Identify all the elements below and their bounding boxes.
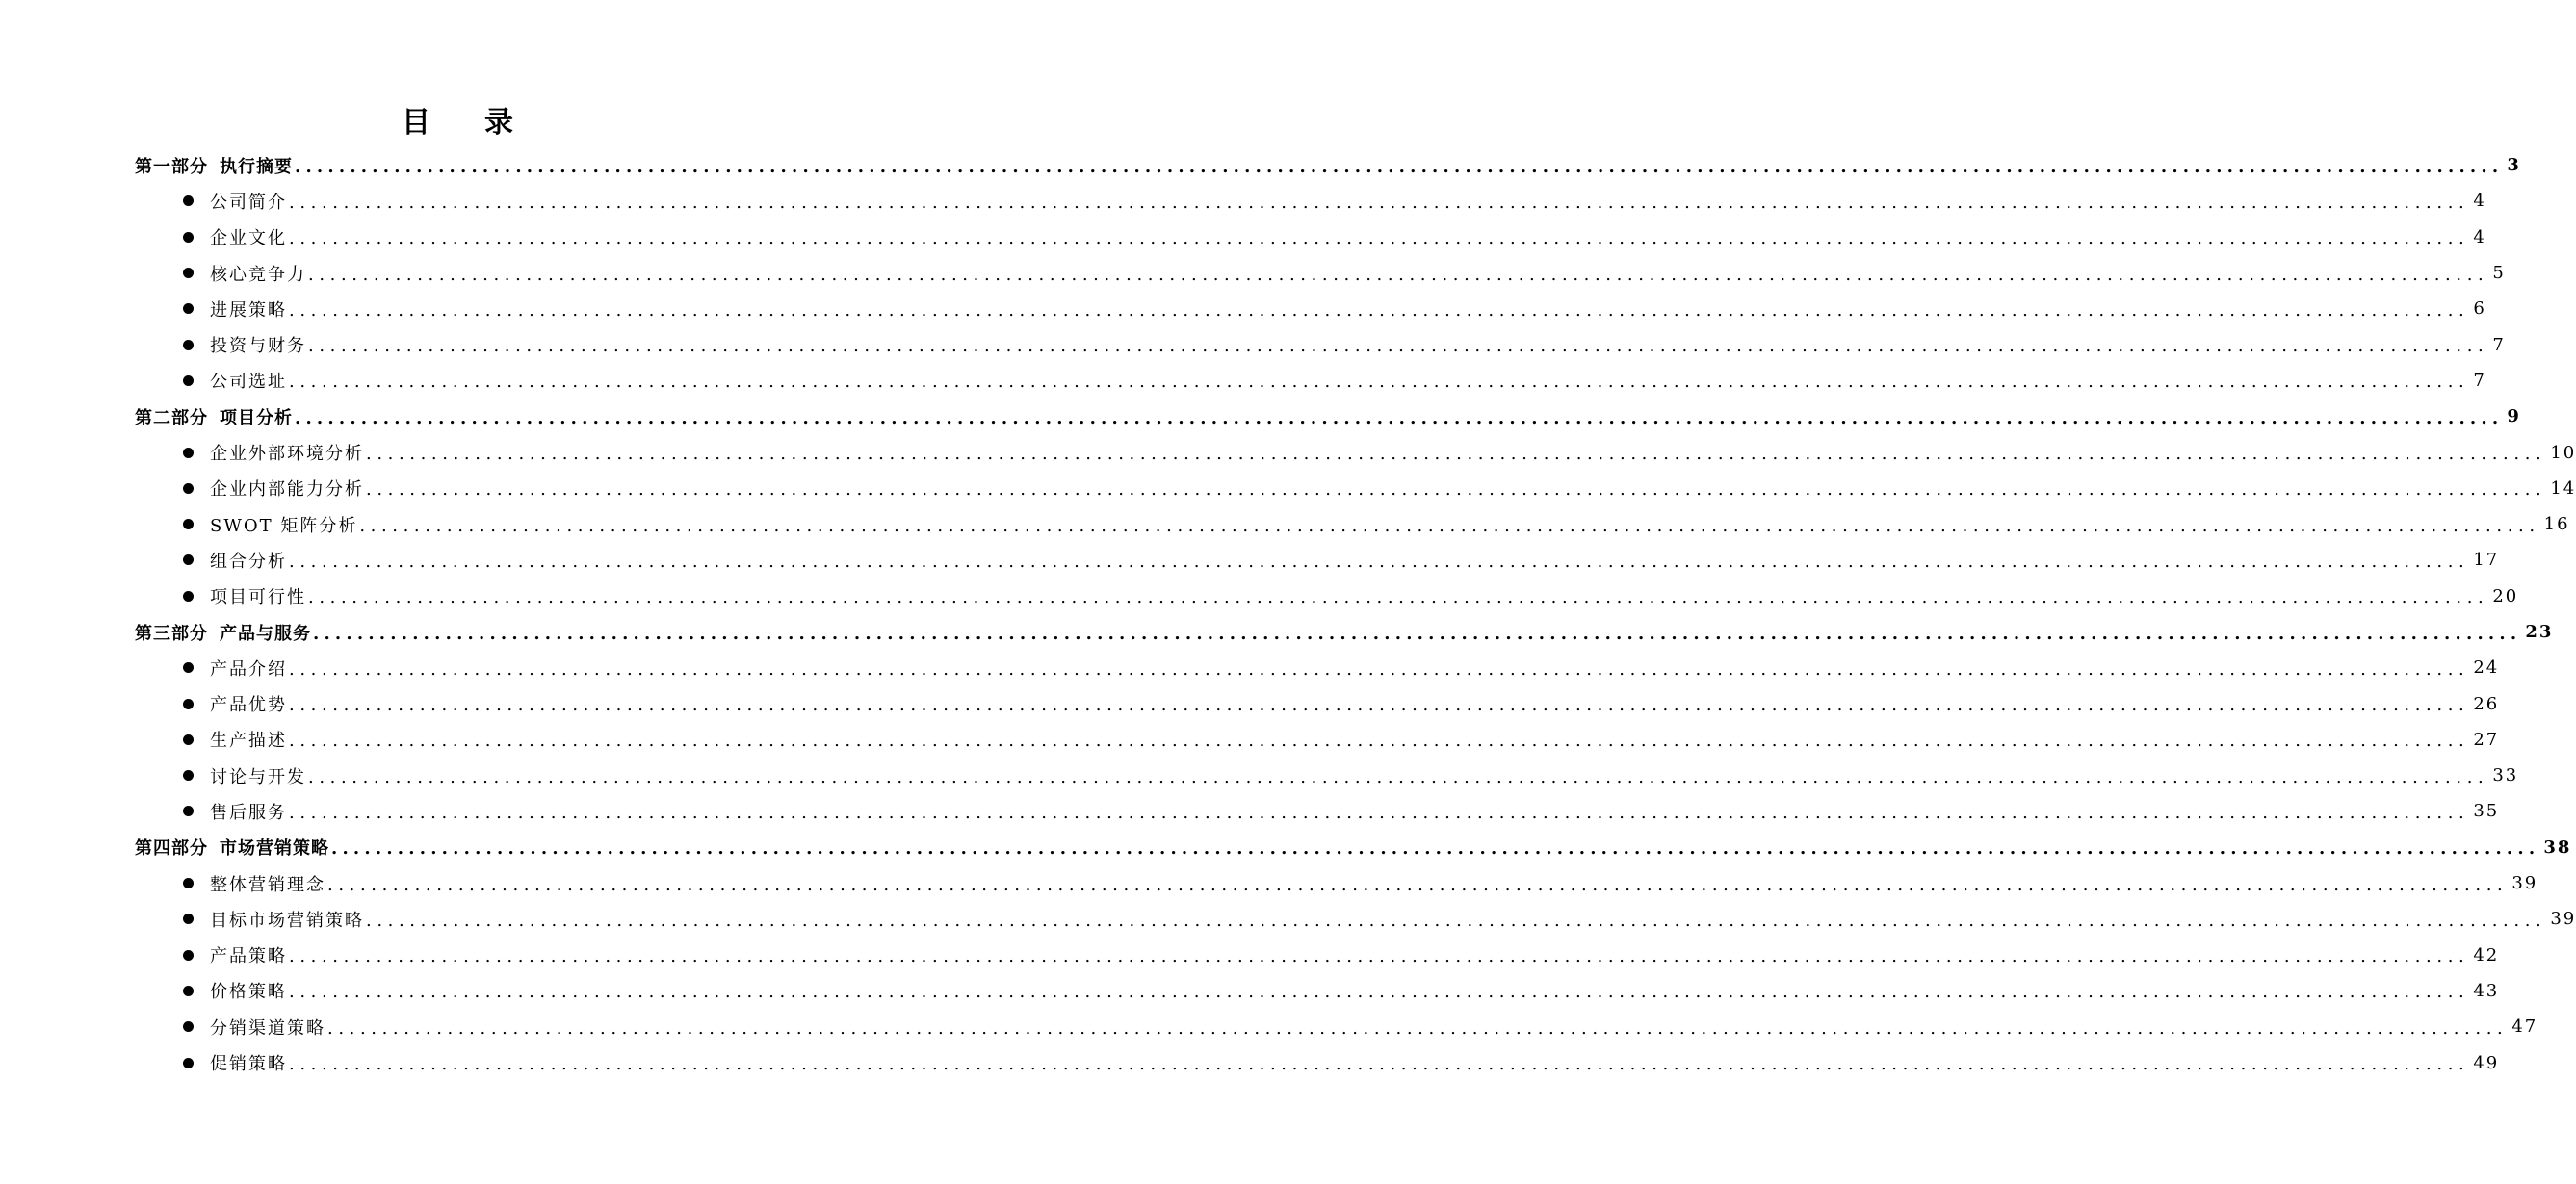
toc-item-row[interactable] bbox=[135, 542, 2500, 578]
toc-item-label: 分销渠道策略 bbox=[210, 1017, 325, 1039]
toc-item-row[interactable] bbox=[135, 865, 2538, 901]
toc-section-title: 市场营销策略 bbox=[220, 838, 329, 860]
toc-title-right: 录 bbox=[484, 106, 513, 140]
toc-item-row[interactable] bbox=[135, 255, 2506, 291]
toc-section-prefix: 第三部分 bbox=[135, 623, 208, 644]
dot-leader: ........................................................................................................................................................................................................ bbox=[289, 695, 2470, 716]
dot-leader: ........................................................................................................................................................................................................ bbox=[308, 336, 2489, 357]
dot-leader: ........................................................................................................................................................................................................ bbox=[331, 838, 2540, 860]
toc-item-row[interactable] bbox=[135, 722, 2500, 758]
bullet-icon bbox=[183, 303, 194, 314]
dot-leader: ........................................................................................................................................................................................................ bbox=[289, 658, 2470, 680]
dot-leader: ........................................................................................................................................................................................................ bbox=[327, 874, 2509, 895]
toc-section-row[interactable] bbox=[135, 399, 2521, 434]
toc-page-number: 39 bbox=[2511, 873, 2538, 894]
dot-leader: ........................................................................................................................................................................................................ bbox=[366, 479, 2547, 501]
toc-page-number: 7 bbox=[2473, 370, 2486, 391]
dot-leader: ........................................................................................................................................................................................................ bbox=[289, 802, 2470, 823]
toc-section-label bbox=[135, 620, 311, 645]
toc-item-row[interactable] bbox=[135, 326, 2506, 362]
toc-section-prefix: 第二部分 bbox=[135, 407, 208, 428]
dot-leader: ........................................................................................................................................................................................................ bbox=[289, 299, 2470, 321]
toc-item-row[interactable] bbox=[135, 363, 2486, 399]
toc-item-label: 核心竞争力 bbox=[210, 264, 306, 285]
toc-page-number: 9 bbox=[2507, 406, 2521, 427]
toc-item-row[interactable] bbox=[135, 434, 2576, 470]
toc-page-number: 24 bbox=[2473, 657, 2500, 679]
toc-item-label: 生产描述 bbox=[210, 731, 287, 752]
toc-item-row[interactable] bbox=[135, 793, 2500, 829]
toc-item-row[interactable] bbox=[135, 901, 2576, 937]
dot-leader: ........................................................................................................................................................................................................ bbox=[295, 156, 2504, 177]
toc-section-label bbox=[135, 404, 293, 429]
bullet-icon bbox=[183, 914, 194, 924]
toc-page-number: 14 bbox=[2550, 477, 2576, 499]
toc-item-label: 整体营销理念 bbox=[210, 874, 325, 895]
toc-page-number: 20 bbox=[2492, 585, 2519, 606]
toc-item-label: 讨论与开发 bbox=[210, 766, 306, 787]
dot-leader: ........................................................................................................................................................................................................ bbox=[289, 228, 2470, 249]
toc-section-row[interactable] bbox=[135, 147, 2521, 183]
bullet-icon bbox=[183, 950, 194, 961]
toc-item-label: SWOT 矩阵分析 bbox=[210, 515, 358, 536]
bullet-icon bbox=[183, 195, 194, 206]
toc-item-row[interactable] bbox=[135, 471, 2576, 506]
toc-section-row[interactable] bbox=[135, 614, 2554, 650]
toc-item-row[interactable] bbox=[135, 758, 2519, 793]
bullet-icon bbox=[183, 232, 194, 243]
toc-page-number: 43 bbox=[2473, 980, 2500, 1001]
toc-item-row[interactable] bbox=[135, 973, 2500, 1009]
bullet-icon bbox=[183, 986, 194, 996]
toc-item-row[interactable] bbox=[135, 1009, 2538, 1044]
toc-page-number: 27 bbox=[2473, 729, 2500, 750]
dot-leader: ........................................................................................................................................................................................................ bbox=[327, 1017, 2509, 1039]
toc-item-label: 进展策略 bbox=[210, 299, 287, 321]
dot-leader: ........................................................................................................................................................................................................ bbox=[313, 623, 2522, 644]
toc-section-title: 执行摘要 bbox=[220, 156, 293, 177]
toc-item-row[interactable] bbox=[135, 183, 2486, 219]
toc-page-number: 39 bbox=[2550, 909, 2576, 930]
toc-item-label: 投资与财务 bbox=[210, 336, 306, 357]
toc-item-row[interactable] bbox=[135, 579, 2519, 614]
toc-item-label: 价格策略 bbox=[210, 982, 287, 1003]
toc-page-number: 47 bbox=[2511, 1017, 2538, 1038]
toc-page-number: 10 bbox=[2550, 442, 2576, 463]
toc-page-number: 4 bbox=[2473, 226, 2486, 247]
toc-page-number: 16 bbox=[2543, 514, 2570, 535]
toc-section-title: 项目分析 bbox=[220, 407, 293, 428]
dot-leader: ........................................................................................................................................................................................................ bbox=[295, 407, 2504, 428]
toc-page-number: 7 bbox=[2492, 334, 2506, 355]
bullet-icon bbox=[183, 878, 194, 888]
toc-item-label: 公司选址 bbox=[210, 372, 287, 393]
toc-item-label: 促销策略 bbox=[210, 1054, 287, 1075]
dot-leader: ........................................................................................................................................................................................................ bbox=[366, 444, 2547, 465]
toc-item-row[interactable] bbox=[135, 291, 2486, 326]
dot-leader: ........................................................................................................................................................................................................ bbox=[308, 264, 2489, 285]
toc-item-label: 企业文化 bbox=[210, 228, 287, 249]
dot-leader: ........................................................................................................................................................................................................ bbox=[289, 551, 2470, 572]
toc-item-row[interactable] bbox=[135, 650, 2500, 685]
toc-page-number: 33 bbox=[2492, 765, 2519, 786]
dot-leader: ........................................................................................................................................................................................................ bbox=[289, 982, 2470, 1003]
toc-section-label bbox=[135, 835, 329, 860]
bullet-icon bbox=[183, 375, 194, 386]
toc-item-label: 产品介绍 bbox=[210, 658, 287, 680]
toc-item-row[interactable] bbox=[135, 938, 2500, 973]
toc-section-title: 产品与服务 bbox=[220, 623, 311, 644]
table-of-contents bbox=[135, 147, 2576, 1081]
toc-item-label: 组合分析 bbox=[210, 551, 287, 572]
toc-item-label: 售后服务 bbox=[210, 802, 287, 823]
toc-section-prefix: 第一部分 bbox=[135, 156, 208, 177]
toc-page-number: 42 bbox=[2473, 944, 2500, 965]
bullet-icon bbox=[183, 734, 194, 745]
toc-item-label: 产品优势 bbox=[210, 695, 287, 716]
bullet-icon bbox=[183, 340, 194, 350]
bullet-icon bbox=[183, 448, 194, 458]
dot-leader: ........................................................................................................................................................................................................ bbox=[289, 946, 2470, 967]
bullet-icon bbox=[183, 770, 194, 781]
bullet-icon bbox=[183, 1058, 194, 1068]
toc-title-left: 目 bbox=[402, 106, 430, 140]
bullet-icon bbox=[183, 268, 194, 278]
toc-page-number: 23 bbox=[2525, 622, 2554, 642]
bullet-icon bbox=[183, 519, 194, 529]
bullet-icon bbox=[183, 483, 194, 494]
toc-item-label: 产品策略 bbox=[210, 946, 287, 967]
toc-item-label: 项目可行性 bbox=[210, 587, 306, 608]
toc-page-number: 38 bbox=[2543, 837, 2572, 858]
bullet-icon bbox=[183, 591, 194, 602]
toc-section-row[interactable] bbox=[135, 830, 2572, 865]
bullet-icon bbox=[183, 554, 194, 565]
toc-item-row[interactable] bbox=[135, 219, 2486, 255]
dot-leader: ........................................................................................................................................................................................................ bbox=[289, 192, 2470, 213]
dot-leader: ........................................................................................................................................................................................................ bbox=[308, 587, 2489, 608]
toc-page-number: 4 bbox=[2473, 191, 2486, 212]
toc-item-row[interactable] bbox=[135, 1044, 2500, 1080]
bullet-icon bbox=[183, 699, 194, 709]
dot-leader: ........................................................................................................................................................................................................ bbox=[359, 515, 2540, 536]
dot-leader: ........................................................................................................................................................................................................ bbox=[366, 910, 2547, 931]
toc-item-label: 企业内部能力分析 bbox=[210, 479, 364, 501]
toc-page-number: 17 bbox=[2473, 550, 2500, 571]
toc-title bbox=[0, 104, 915, 142]
toc-item-label: 企业外部环境分析 bbox=[210, 444, 364, 465]
toc-item-row[interactable] bbox=[135, 506, 2570, 542]
dot-leader: ........................................................................................................................................................................................................ bbox=[289, 1054, 2470, 1075]
dot-leader: ........................................................................................................................................................................................................ bbox=[289, 731, 2470, 752]
toc-item-label: 公司简介 bbox=[210, 192, 287, 213]
bullet-icon bbox=[183, 662, 194, 673]
bullet-icon bbox=[183, 1021, 194, 1032]
toc-page-number: 26 bbox=[2473, 693, 2500, 714]
toc-item-label: 目标市场营销策略 bbox=[210, 910, 364, 931]
toc-item-row[interactable] bbox=[135, 685, 2500, 721]
toc-page-number: 49 bbox=[2473, 1052, 2500, 1073]
dot-leader: ........................................................................................................................................................................................................ bbox=[289, 372, 2470, 393]
toc-page-number: 6 bbox=[2473, 298, 2486, 320]
toc-section-label bbox=[135, 153, 293, 178]
toc-page-number: 3 bbox=[2507, 155, 2521, 176]
bullet-icon bbox=[183, 806, 194, 816]
toc-page-number: 5 bbox=[2492, 263, 2506, 284]
toc-page-number: 35 bbox=[2473, 801, 2500, 822]
toc-section-prefix: 第四部分 bbox=[135, 838, 208, 860]
dot-leader: ........................................................................................................................................................................................................ bbox=[308, 766, 2489, 787]
